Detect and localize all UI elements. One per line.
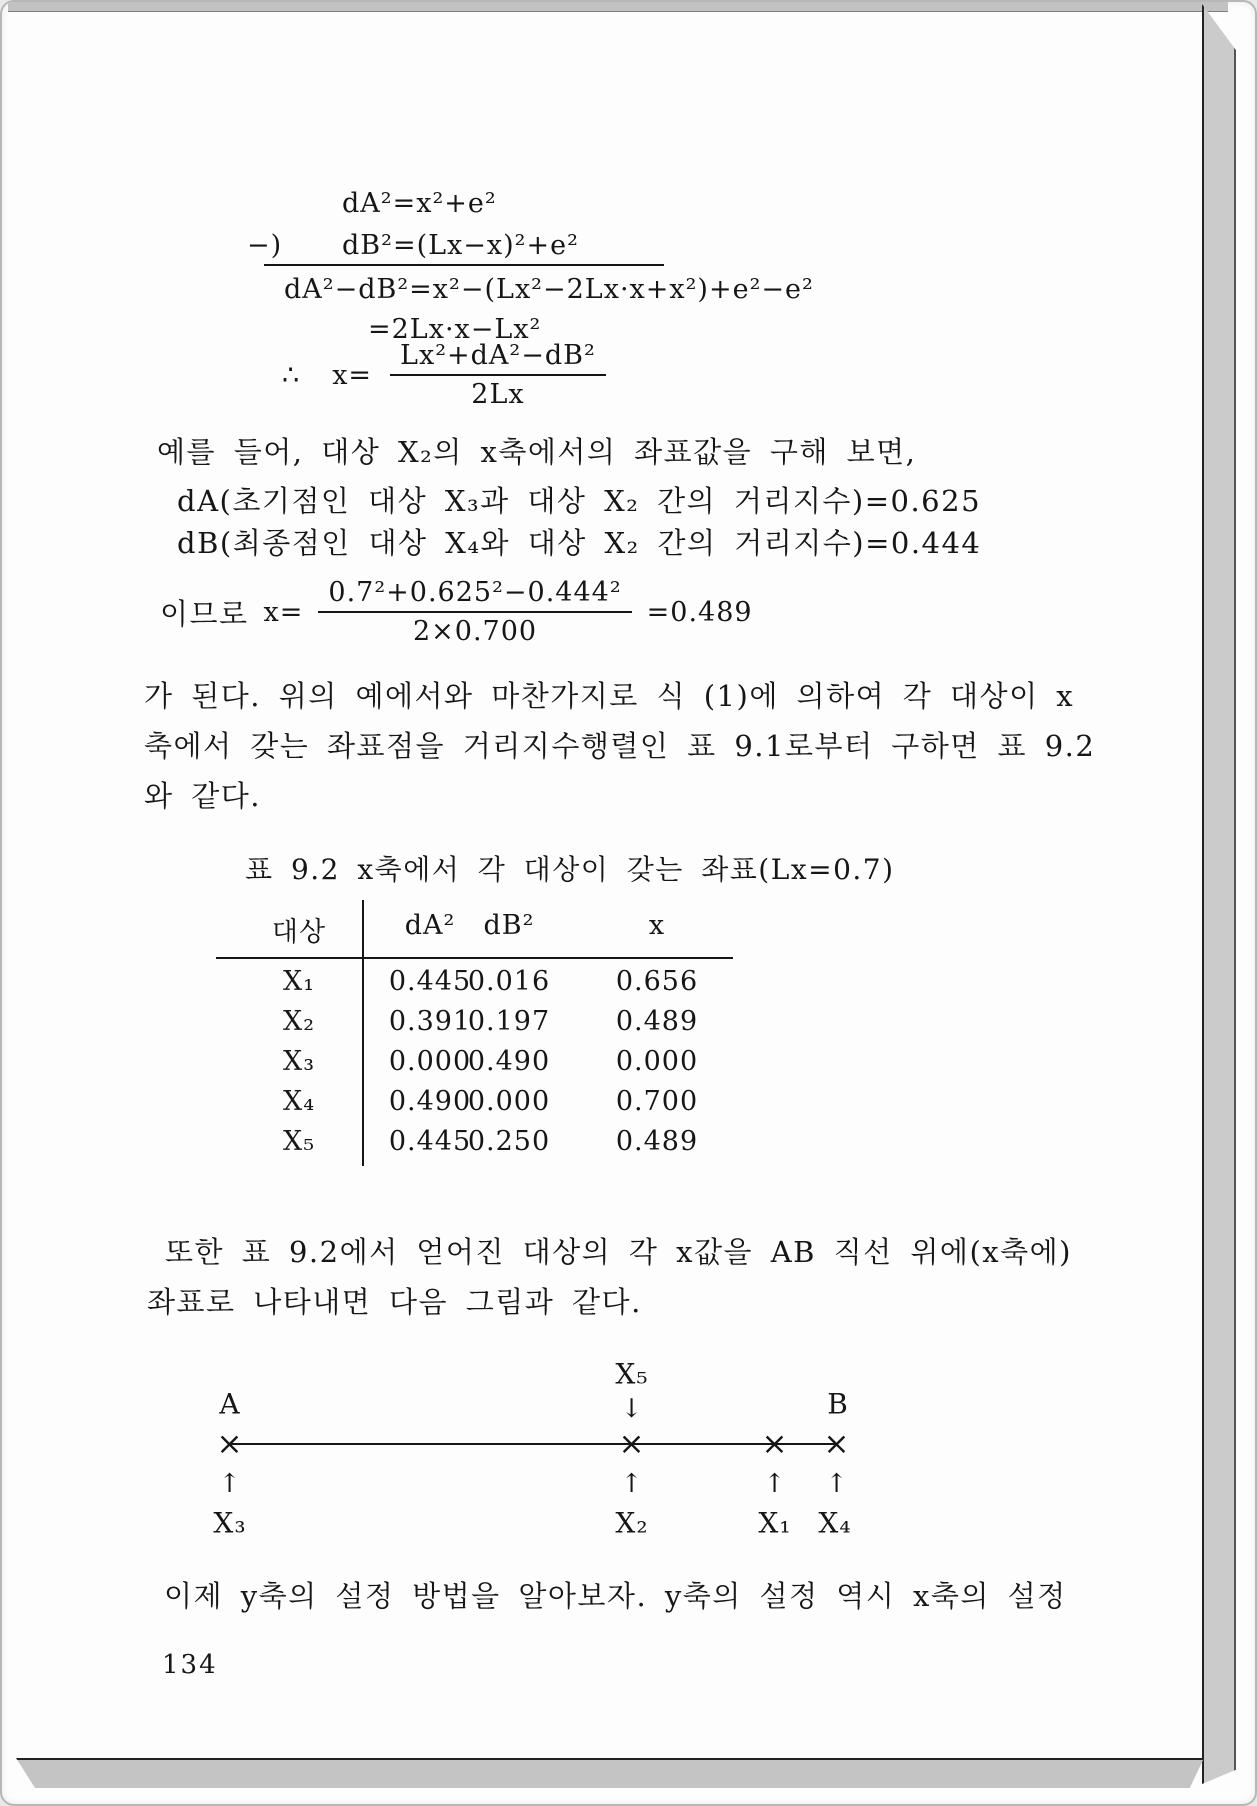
up-arrow-icon: ↑	[763, 1469, 787, 1499]
x1-label: X₁	[758, 1506, 792, 1540]
calc-result: =0.489	[646, 596, 753, 628]
table-cell: 0.700	[615, 1086, 699, 1117]
table-cell: 0.445	[388, 966, 472, 997]
table-cell: 0.250	[467, 1126, 551, 1157]
table-cell: 0.490	[467, 1046, 551, 1077]
example-dB-line: dB(최종점인 대상 X₄와 대상 X₂ 간의 거리지수)=0.444	[177, 526, 982, 560]
paragraph2-line2: 좌표로 나타내면 다음 그림과 같다.	[147, 1285, 642, 1319]
page-right-edge	[1202, 4, 1236, 1784]
formula-result-row	[282, 340, 606, 410]
coordinate-line-figure	[2, 1357, 1002, 1577]
paragraph1-line3: 와 같다.	[144, 779, 261, 813]
table-cell: 0.000	[467, 1086, 551, 1117]
x4-label: X₄	[818, 1506, 852, 1540]
paragraph1-line1: 가 된다. 위의 예에서와 마찬가지로 식 (1)에 의하여 각 대상이 x	[144, 679, 1075, 713]
page-number: 134	[162, 1650, 218, 1680]
table-cell: 0.391	[388, 1006, 472, 1037]
table-header-dB2: dB²	[483, 910, 535, 941]
page-bottom-edge	[16, 1758, 1204, 1788]
endpoint-b-label: B	[827, 1387, 849, 1421]
table-header-x: x	[648, 910, 666, 941]
table-cell: X₃	[282, 1046, 316, 1077]
table-cell: 0.000	[388, 1046, 472, 1077]
table-cell: 0.445	[388, 1126, 472, 1157]
table-cell: 0.000	[615, 1046, 699, 1077]
table-caption: 표 9.2 x축에서 각 대상이 갖는 좌표(Lx=0.7)	[245, 853, 895, 886]
up-arrow-icon: ↑	[825, 1469, 849, 1499]
calc-fraction-numerator: 0.7²+0.625²−0.444²	[318, 577, 631, 613]
calc-fraction-denominator: 2×0.700	[412, 616, 538, 647]
table-cell: 0.489	[615, 1006, 699, 1037]
x-marker-x2: ×	[618, 1426, 646, 1462]
x2-label: X₂	[615, 1506, 649, 1540]
since-word: 이므로	[160, 596, 249, 631]
table-cell: X₅	[282, 1126, 316, 1157]
table-header-target: 대상	[271, 917, 327, 948]
paragraph1-line2: 축에서 갖는 좌표점을 거리지수행렬인 표 9.1로부터 구하면 표 9.2	[144, 729, 1096, 763]
paragraph2-line1: 또한 표 9.2에서 얻어진 대상의 각 x값을 AB 직선 위에(x축에)	[165, 1235, 1072, 1269]
endpoint-a-label: A	[219, 1387, 241, 1421]
table-cell: 0.490	[388, 1086, 472, 1117]
result-fraction	[390, 340, 606, 410]
up-arrow-icon: ↑	[620, 1469, 644, 1499]
example-intro: 예를 들어, 대상 X₂의 x축에서의 좌표값을 구해 보면,	[157, 435, 917, 469]
fraction-numerator: Lx²+dA²−dB²	[390, 340, 606, 376]
x-marker-x1: ×	[761, 1426, 789, 1462]
axis-line	[230, 1443, 838, 1445]
paragraph3-line1: 이제 y축의 설정 방법을 알아보자. y축의 설정 역시 x축의 설정	[164, 1579, 1067, 1613]
table-cell: 0.016	[467, 966, 551, 997]
formula-dA-squared: dA²=x²+e²	[342, 188, 497, 219]
table-header-rule	[216, 957, 733, 959]
table-cell: 0.489	[615, 1126, 699, 1157]
x3-label: X₃	[213, 1506, 247, 1540]
calc-fraction	[318, 577, 631, 647]
up-arrow-icon: ↑	[218, 1469, 242, 1499]
x5-label: X₅	[615, 1357, 649, 1391]
result-lhs: x=	[332, 359, 373, 391]
table-vertical-rule	[362, 900, 364, 1166]
subtraction-rule	[264, 264, 664, 266]
down-arrow-icon: ↓	[620, 1394, 644, 1424]
table-cell: 0.656	[615, 966, 699, 997]
calc-lhs: x=	[263, 596, 304, 628]
page-top-edge	[8, 2, 1228, 12]
table-cell: X₂	[282, 1006, 316, 1037]
fraction-denominator: 2Lx	[471, 379, 525, 410]
table-header-dA2: dA²	[404, 910, 456, 941]
example-dA-line: dA(초기점인 대상 X₃과 대상 X₂ 간의 거리지수)=0.625	[177, 484, 982, 518]
formula-dB-squared: dB²=(Lx−x)²+e²	[342, 230, 579, 261]
x-marker-b: ×	[823, 1426, 851, 1462]
formula-difference: dA²−dB²=x²−(Lx²−2Lx·x+x²)+e²−e²	[284, 274, 814, 305]
table-cell: X₄	[282, 1086, 316, 1117]
x-marker-a: ×	[216, 1426, 244, 1462]
formula-simplified: =2Lx·x−Lx²	[368, 314, 542, 345]
table-cell: 0.197	[467, 1006, 551, 1037]
table-cell: X₁	[282, 966, 316, 997]
example-calc-row	[160, 577, 753, 647]
subtraction-bracket: −)	[247, 230, 283, 261]
therefore-symbol: ∴	[282, 359, 301, 391]
